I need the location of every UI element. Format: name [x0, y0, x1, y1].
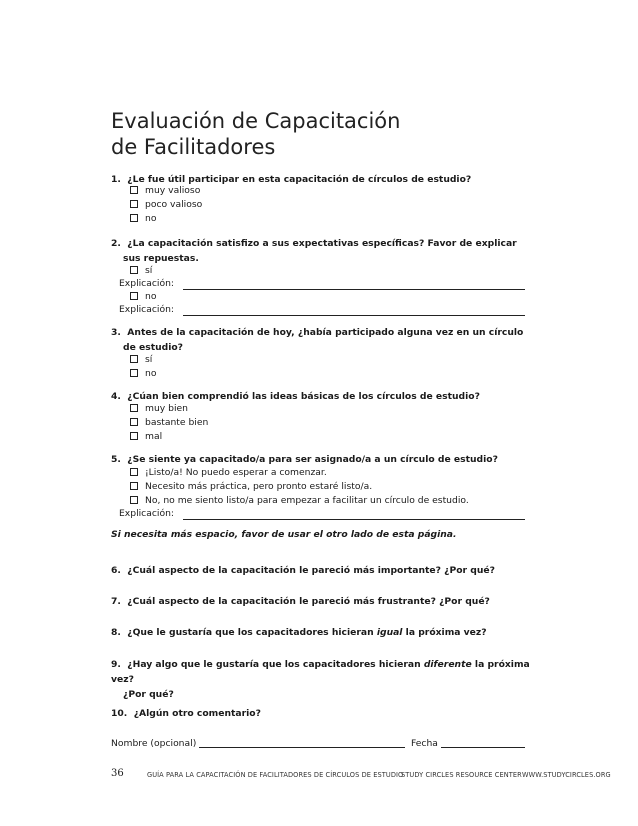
question-7: [111, 594, 531, 609]
checkbox[interactable]: [130, 369, 138, 377]
question-3: [111, 325, 531, 355]
question-number: 10.: [111, 708, 128, 719]
question-text: ¿Le fue útil participar en esta capacitación de círculos de estudio?: [127, 174, 472, 185]
option-label: no: [145, 368, 157, 379]
question-4: [111, 389, 531, 404]
q5-explanation-line[interactable]: [183, 519, 525, 520]
q1-option-1[interactable]: [130, 185, 200, 197]
question-text: ¿Que le gustaría que los capacitadores hicieran: [127, 627, 377, 638]
q5-option-3[interactable]: [130, 495, 469, 507]
q2-explanation-line-2[interactable]: [183, 315, 525, 316]
question-number: 7.: [111, 596, 121, 607]
option-label: No, no me siento listo/a para empezar a facilitar un círculo de estudio.: [145, 495, 469, 506]
option-label: no: [145, 291, 157, 302]
name-label: Nombre (opcional): [111, 738, 197, 749]
question-text: ¿La capacitación satisfizo a sus expectativas específicas? Favor de explicar: [127, 238, 517, 249]
q4-option-1[interactable]: [130, 403, 188, 415]
checkbox[interactable]: [130, 468, 138, 476]
question-6: [111, 563, 531, 578]
q3-option-2[interactable]: [130, 368, 156, 380]
checkbox[interactable]: [130, 496, 138, 504]
question-text: ¿Se siente ya capacitado/a para ser asignado/a a un círculo de estudio?: [127, 454, 498, 465]
extra-space-note: Si necesita más espacio, favor de usar el otro lado de esta página.: [111, 529, 457, 540]
question-number: 4.: [111, 391, 121, 402]
footer-website: WWW.STUDYCIRCLES.ORG: [522, 771, 611, 779]
option-label: ¡Listo/a! No puedo esperar a comenzar.: [145, 467, 327, 478]
question-text-end: la próxima vez?: [402, 627, 487, 638]
checkbox[interactable]: [130, 355, 138, 363]
option-label: bastante bien: [145, 417, 209, 428]
q5-option-1[interactable]: [130, 467, 327, 479]
question-text: ¿Cuál aspecto de la capacitación le pareció más frustrante? ¿Por qué?: [127, 596, 490, 607]
checkbox[interactable]: [130, 200, 138, 208]
q4-option-3[interactable]: [130, 431, 162, 443]
question-text: ¿Cuál aspecto de la capacitación le pareció más importante? ¿Por qué?: [127, 565, 495, 576]
footer-organization: STUDY CIRCLES RESOURCE CENTER: [401, 771, 522, 779]
question-10: [111, 706, 531, 721]
q1-option-2[interactable]: [130, 199, 202, 211]
question-number: 8.: [111, 627, 121, 638]
question-emphasis: igual: [376, 627, 403, 638]
checkbox[interactable]: [130, 266, 138, 274]
checkbox[interactable]: [130, 214, 138, 222]
footer-guide-title: GUÍA PARA LA CAPACITACIÓN DE FACILITADORES DE CÍRCULOS DE ESTUDIO: [147, 771, 404, 779]
q2-explanation-line-1[interactable]: [183, 289, 525, 290]
option-label: muy valioso: [145, 185, 201, 196]
question-text-end: la próxima vez?: [111, 659, 530, 685]
q2-option-yes[interactable]: [130, 265, 152, 277]
checkbox[interactable]: [130, 186, 138, 194]
checkbox[interactable]: [130, 482, 138, 490]
question-5: [111, 452, 531, 467]
q1-option-3[interactable]: [130, 213, 156, 225]
question-number: 3.: [111, 327, 121, 338]
option-label: no: [145, 213, 157, 224]
q2-option-no[interactable]: [130, 291, 156, 303]
question-9: [111, 657, 531, 702]
question-emphasis: diferente: [423, 659, 472, 670]
title-line-1: Evaluación de Capacitación: [111, 109, 401, 133]
question-8: [111, 625, 531, 640]
checkbox[interactable]: [130, 432, 138, 440]
question-text: ¿Algún otro comentario?: [133, 708, 261, 719]
page-title: [111, 108, 400, 160]
q2-explanation-label-2: Explicación:: [119, 304, 175, 315]
option-label: poco valioso: [145, 199, 203, 210]
checkbox[interactable]: [130, 404, 138, 412]
name-date-row: [111, 738, 196, 749]
checkbox[interactable]: [130, 418, 138, 426]
q3-option-1[interactable]: [130, 354, 152, 366]
question-number: 5.: [111, 454, 121, 465]
question-text-cont: sus repuestas.: [123, 253, 199, 264]
option-label: sí: [145, 354, 153, 365]
q5-option-2[interactable]: [130, 481, 372, 493]
option-label: mal: [145, 431, 163, 442]
question-2: [111, 236, 531, 266]
checkbox[interactable]: [130, 292, 138, 300]
date-label: Fecha: [411, 738, 438, 749]
question-text-cont: ¿Por qué?: [123, 689, 174, 700]
name-field[interactable]: [199, 747, 405, 748]
question-number: 9.: [111, 659, 121, 670]
question-text: Antes de la capacitación de hoy, ¿había participado alguna vez en un círculo: [127, 327, 524, 338]
question-number: 1.: [111, 174, 121, 185]
title-line-2: de Facilitadores: [111, 135, 276, 159]
question-number: 2.: [111, 238, 121, 249]
question-number: 6.: [111, 565, 121, 576]
option-label: sí: [145, 265, 153, 276]
q4-option-2[interactable]: [130, 417, 208, 429]
question-text: ¿Cúan bien comprendió las ideas básicas de los círculos de estudio?: [127, 391, 480, 402]
question-text-cont: de estudio?: [123, 342, 184, 353]
option-label: Necesito más práctica, pero pronto estaré listo/a.: [145, 481, 373, 492]
q5-explanation-label: Explicación:: [119, 508, 175, 519]
question-text: ¿Hay algo que le gustaría que los capacitadores hicieran: [127, 659, 424, 670]
q2-explanation-label-1: Explicación:: [119, 278, 175, 289]
date-field[interactable]: [441, 747, 525, 748]
option-label: muy bien: [145, 403, 188, 414]
page-number: 36: [111, 768, 124, 779]
